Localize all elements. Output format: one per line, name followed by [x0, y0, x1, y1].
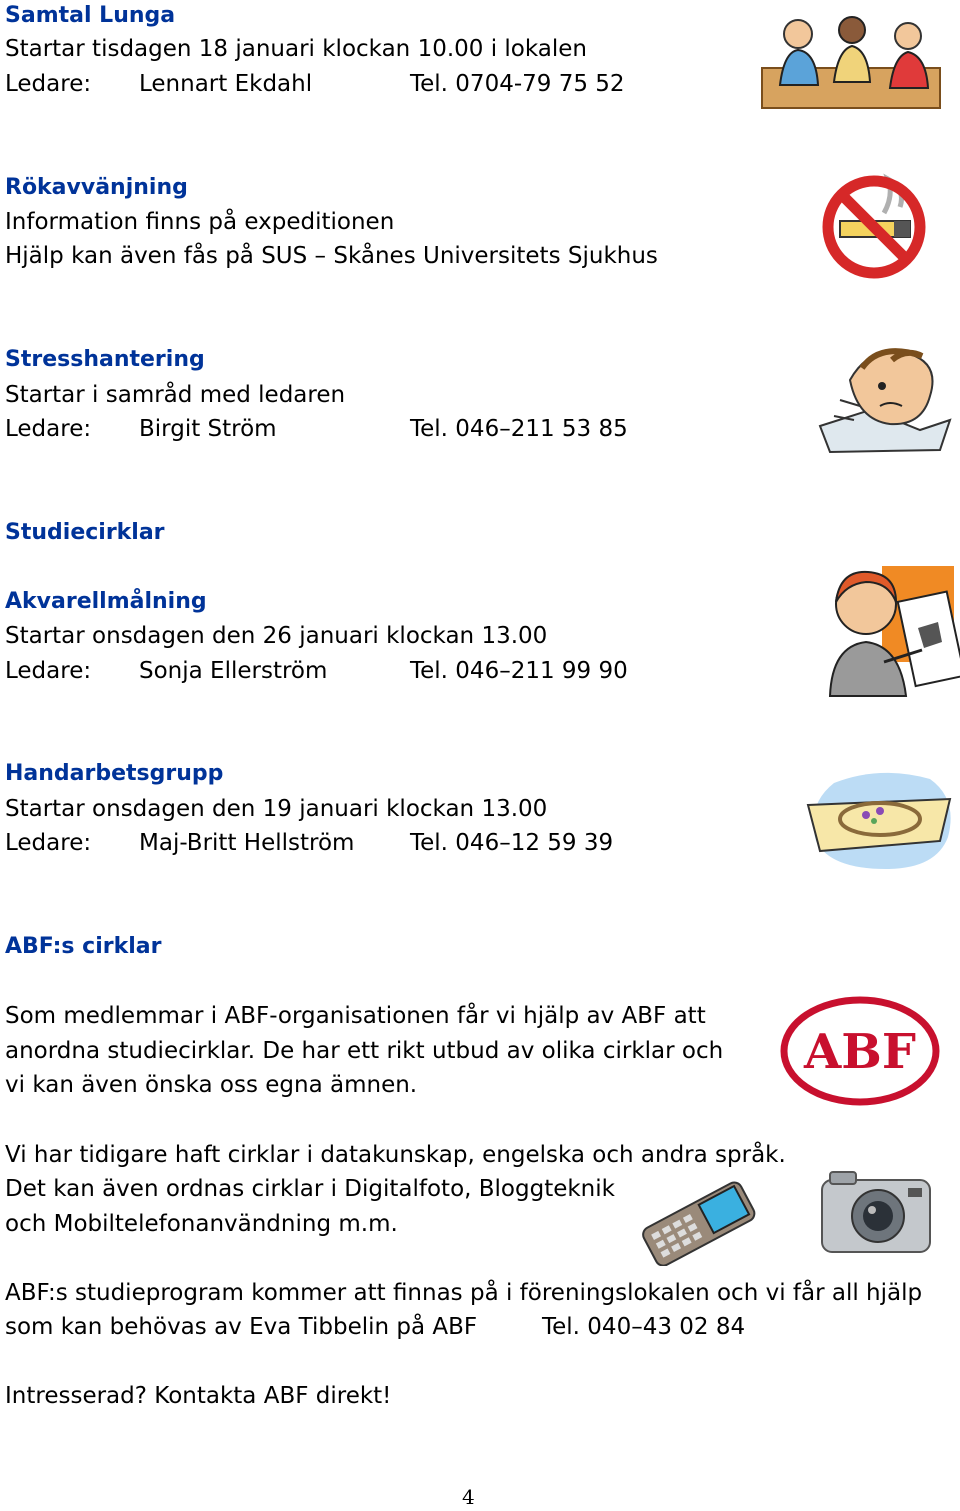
- mobile-phone-icon: [636, 1176, 758, 1266]
- abf-p1-line3: vi kan även önska oss egna ämnen.: [5, 1072, 418, 1098]
- painter-icon: [810, 562, 960, 702]
- akvarell-heading: Akvarellmålning: [5, 589, 207, 614]
- abf-heading: ABF:s cirklar: [5, 934, 162, 959]
- rok-line1: Information finns på expeditionen: [5, 209, 395, 235]
- rok-heading: Rökavvänjning: [5, 175, 188, 200]
- camera-icon: [816, 1166, 936, 1262]
- stress-heading: Stresshantering: [5, 347, 205, 372]
- abf-p3-line1: ABF:s studieprogram kommer att finnas på i föreningslokalen och vi får all hjälp: [5, 1280, 923, 1306]
- abf-p3-line2-row: [5, 1312, 805, 1342]
- abf-p2-line3: och Mobiltelefonanvändning m.m.: [5, 1211, 398, 1237]
- abf-logo: [780, 996, 940, 1106]
- embroidery-icon: [800, 765, 960, 875]
- leader-tel: Tel. 046–211 53 85: [410, 416, 628, 442]
- stress-leader-row: [5, 414, 705, 444]
- abf-logo-text: ABF: [804, 1024, 916, 1080]
- leader-name: Birgit Ström: [139, 416, 277, 442]
- abf-contact-tel: Tel. 040–43 02 84: [542, 1314, 746, 1340]
- handarbete-leader-row: [5, 828, 705, 858]
- rok-line2: Hjälp kan även fås på SUS – Skånes Universitets Sjukhus: [5, 243, 658, 269]
- leader-tel: Tel. 0704-79 75 52: [410, 71, 625, 97]
- abf-p1-line2: anordna studiecirklar. De har ett rikt utbud av olika cirklar och: [5, 1038, 724, 1064]
- handarbete-heading: Handarbetsgrupp: [5, 761, 224, 786]
- leader-label: Ledare:: [5, 830, 92, 856]
- leader-name: Lennart Ekdahl: [139, 71, 313, 97]
- akvarell-leader-row: [5, 656, 705, 686]
- samtal-leader-row: [5, 69, 705, 99]
- stressed-person-icon: [810, 340, 960, 458]
- studiecirklar-heading: Studiecirklar: [5, 520, 165, 545]
- leader-tel: Tel. 046–211 99 90: [410, 658, 628, 684]
- leader-name: Maj-Britt Hellström: [139, 830, 355, 856]
- abf-p2-line2: Det kan även ordnas cirklar i Digitalfoto, Bloggteknik: [5, 1176, 615, 1202]
- stress-line1: Startar i samråd med ledaren: [5, 382, 346, 408]
- leader-label: Ledare:: [5, 658, 92, 684]
- samtal-heading: Samtal Lunga: [5, 3, 176, 28]
- leader-tel: Tel. 046–12 59 39: [410, 830, 614, 856]
- abf-p2-line1: Vi har tidigare haft cirklar i datakunskap, engelska och andra språk.: [5, 1142, 786, 1168]
- leader-label: Ledare:: [5, 416, 92, 442]
- akvarell-line1: Startar onsdagen den 26 januari klockan 13.00: [5, 623, 548, 649]
- page-number: 4: [462, 1485, 475, 1509]
- conversation-icon: [760, 10, 942, 110]
- leader-label: Ledare:: [5, 71, 92, 97]
- leader-name: Sonja Ellerström: [139, 658, 328, 684]
- abf-call-to-action: Intresserad? Kontakta ABF direkt!: [5, 1383, 392, 1409]
- no-smoking-icon: [818, 173, 930, 281]
- abf-p3-line2: som kan behövas av Eva Tibbelin på ABF: [5, 1314, 478, 1340]
- abf-p1-line1: Som medlemmar i ABF-organisationen får vi hjälp av ABF att: [5, 1003, 706, 1029]
- handarbete-line1: Startar onsdagen den 19 januari klockan 13.00: [5, 796, 548, 822]
- samtal-line1: Startar tisdagen 18 januari klockan 10.00 i lokalen: [5, 36, 588, 62]
